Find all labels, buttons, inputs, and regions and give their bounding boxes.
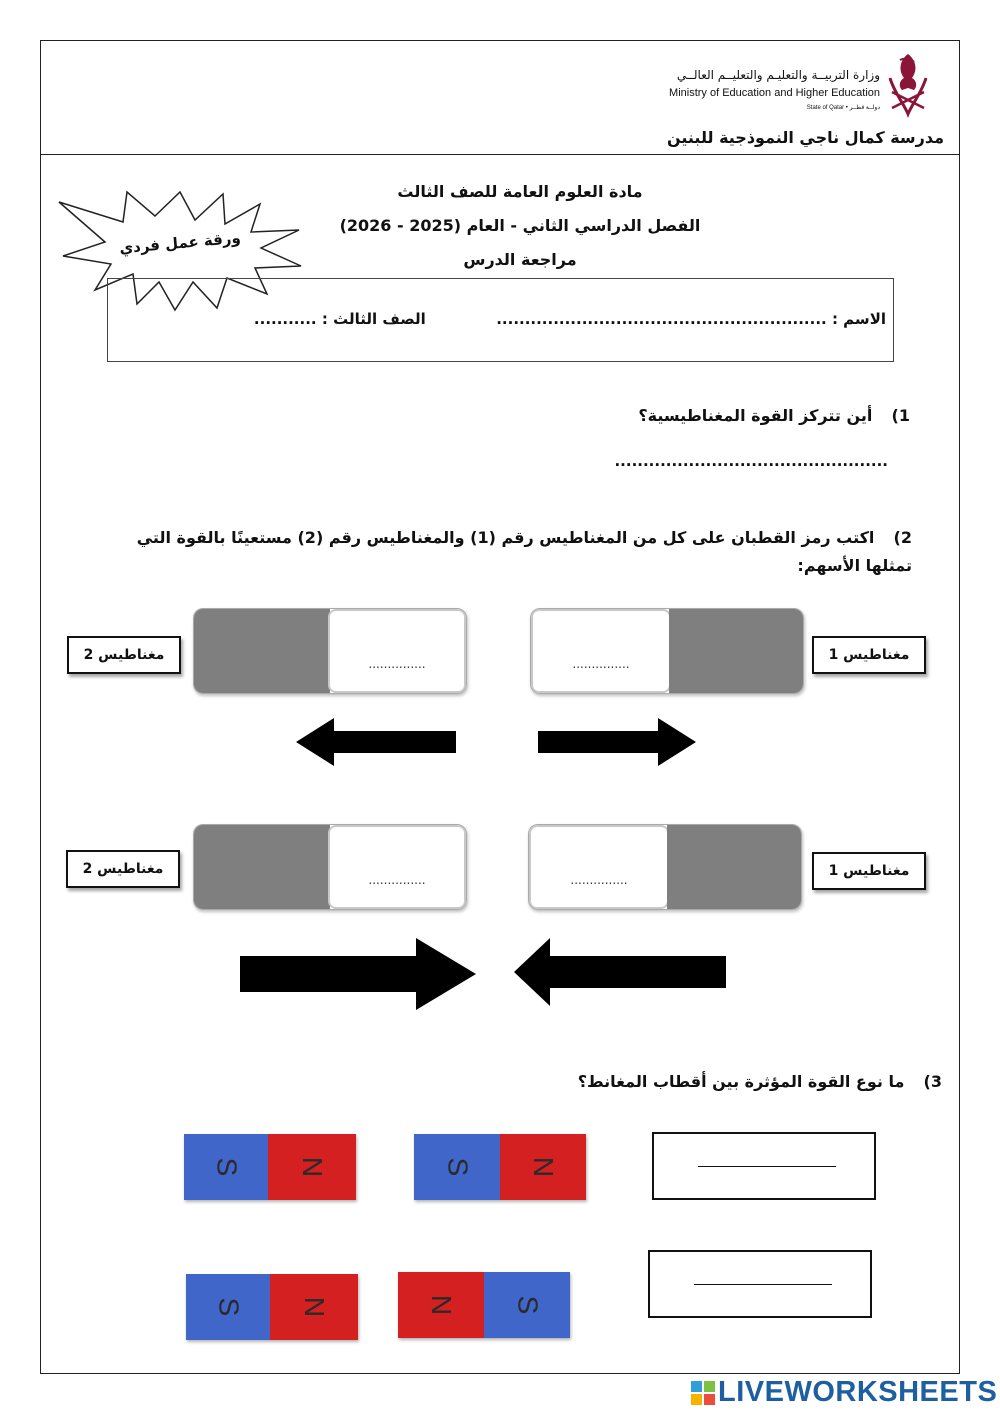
north-pole: N bbox=[270, 1274, 358, 1340]
arrow-left-icon bbox=[512, 936, 728, 1008]
magnet-2-label: مغناطيس 2 bbox=[66, 850, 180, 888]
review-title: مراجعة الدرس bbox=[463, 250, 577, 269]
bar-magnet bbox=[414, 1134, 586, 1200]
student-info-line bbox=[120, 310, 886, 328]
bar-magnet bbox=[398, 1272, 570, 1338]
bar-magnet bbox=[184, 1134, 356, 1200]
magnet-2-white-pole bbox=[328, 825, 466, 909]
question-2 bbox=[100, 524, 912, 580]
magnet-1-bar bbox=[530, 608, 804, 694]
worksheet-badge-text: ورقة عمل فردي bbox=[118, 228, 242, 258]
magnet-1-bar bbox=[528, 824, 802, 910]
semester-title: الفصل الدراسي الثاني - العام (2025 - 2026) bbox=[339, 216, 701, 235]
question-1-answer[interactable]: ................................................ bbox=[614, 452, 888, 470]
qatar-emblem-icon bbox=[880, 48, 936, 122]
magnet-2-gray-pole bbox=[194, 825, 330, 909]
answer-line bbox=[694, 1284, 832, 1285]
magnet-1-label: مغناطيس 1 bbox=[812, 852, 926, 890]
magnet-1-white-pole bbox=[529, 825, 669, 909]
ministry-name-english: Ministry of Education and Higher Education bbox=[669, 87, 880, 99]
question-2-text: اكتب رمز القطبان على كل من المغناطيس رقم (1) والمغناطيس رقم (2) مستعينًا بالقوة التي تمثلها الأسهم: bbox=[136, 528, 912, 575]
question-3-text: ما نوع القوة المؤثرة بين أقطاب المغانط؟ bbox=[577, 1072, 905, 1091]
name-label: الاسم : bbox=[831, 310, 886, 328]
arrow-right-icon bbox=[534, 716, 700, 768]
south-pole: S bbox=[414, 1134, 500, 1200]
arrow-left-icon bbox=[290, 716, 460, 768]
question-3 bbox=[400, 1072, 942, 1091]
magnet-2-pole-answer[interactable]: ............... bbox=[368, 873, 426, 887]
magnet-1-white-pole bbox=[531, 609, 671, 693]
question-1 bbox=[400, 406, 910, 425]
north-pole: N bbox=[268, 1134, 356, 1200]
answer-box-2[interactable] bbox=[648, 1250, 872, 1318]
magnet-1-gray-pole bbox=[669, 609, 804, 693]
magnet-1-gray-pole bbox=[667, 825, 802, 909]
question-1-text: أين تتركز القوة المغناطيسية؟ bbox=[638, 406, 873, 425]
south-pole: S bbox=[184, 1134, 268, 1200]
magnet-1-pole-answer[interactable]: ............... bbox=[572, 657, 630, 671]
magnet-2-bar bbox=[193, 824, 467, 910]
magnet-2-bar bbox=[193, 608, 467, 694]
north-pole: N bbox=[500, 1134, 586, 1200]
grade-label: الصف الثالث : bbox=[321, 310, 426, 328]
magnet-2-gray-pole bbox=[194, 609, 330, 693]
magnet-2-label: مغناطيس 2 bbox=[67, 636, 181, 674]
south-pole: S bbox=[484, 1272, 570, 1338]
question-2-number: 2) bbox=[893, 528, 912, 547]
school-name: مدرسة كمال ناجي النموذجية للبنين bbox=[666, 128, 944, 147]
ministry-name-arabic: وزارة التربيــة والتعليـم والتعليــم العالــي bbox=[676, 68, 880, 82]
liveworksheets-logo-icon bbox=[690, 1380, 716, 1406]
header-divider bbox=[40, 154, 960, 155]
grade-field[interactable]: ........... bbox=[253, 310, 317, 328]
answer-box-1[interactable] bbox=[652, 1132, 876, 1200]
name-field[interactable]: .......................................................... bbox=[496, 310, 827, 328]
magnet-2-white-pole bbox=[328, 609, 466, 693]
north-pole: N bbox=[398, 1272, 484, 1338]
liveworksheets-logo-text: LIVEWORKSHEETS bbox=[718, 1376, 998, 1408]
answer-line bbox=[698, 1166, 836, 1167]
magnet-2-pole-answer[interactable]: ............... bbox=[368, 657, 426, 671]
south-pole: S bbox=[186, 1274, 270, 1340]
question-1-number: 1) bbox=[891, 406, 910, 425]
question-3-number: 3) bbox=[923, 1072, 942, 1091]
subject-title: مادة العلوم العامة للصف الثالث bbox=[397, 182, 643, 201]
magnet-1-pole-answer[interactable]: ............... bbox=[570, 873, 628, 887]
arrow-right-icon bbox=[238, 936, 480, 1012]
bar-magnet bbox=[186, 1274, 358, 1340]
state-of-qatar: State of Qatar • دولــة قطــر bbox=[806, 105, 880, 111]
magnet-1-label: مغناطيس 1 bbox=[812, 636, 926, 674]
